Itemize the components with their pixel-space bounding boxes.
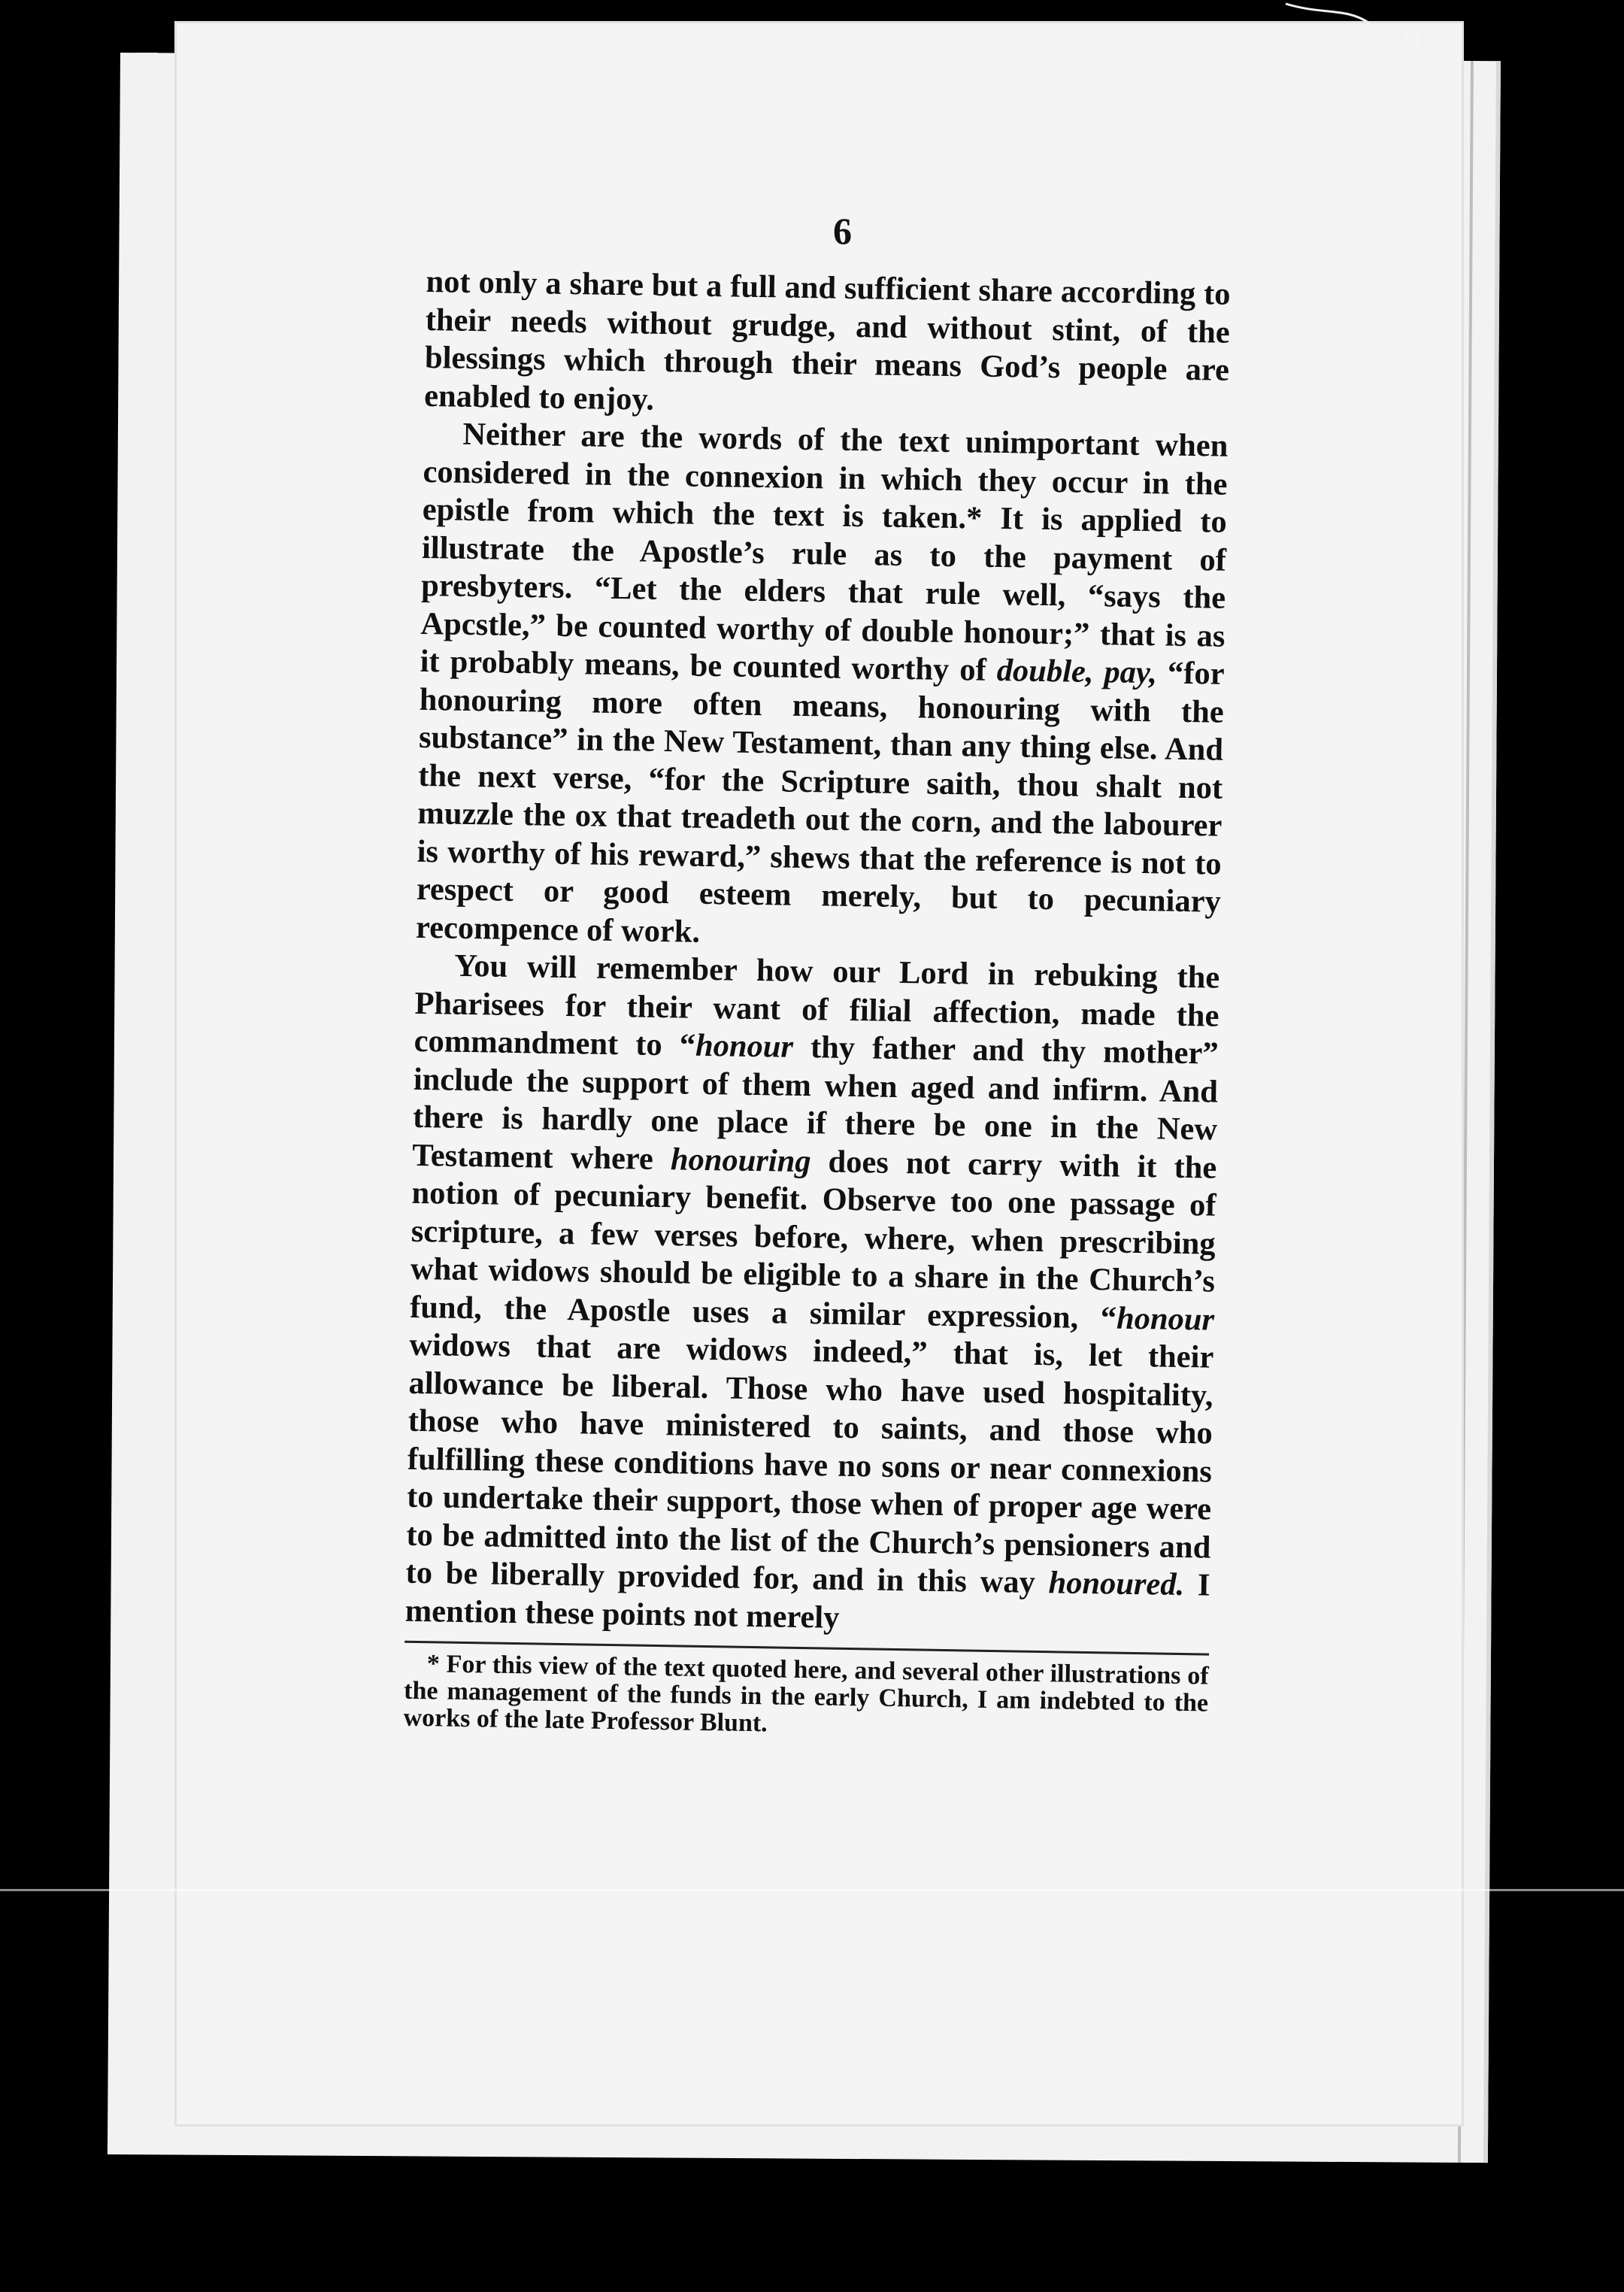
paragraph-2-text-1: Neither are the words of the text unimportant when considered in the connexion in which they occur in the epistle from which the text is taken.* It is applied to illustrate the Apostle’s rule as to the payment of presbyters. “Let the elders that rule well, “says the Apcstle,” be counted worthy of double honour;” that is as it probably means, be counted worthy of (420, 416, 1229, 688)
body-text (404, 263, 1230, 1643)
scan-line (0, 1889, 1624, 1891)
paragraph-3-text-4: widows that are widows indeed,” that is, let their allowance be liberal. Those who have used hospitality, those who have ministered to saints, and those who fulfilling these conditions have no sons or near connexions to undertake their support, those when of proper age were to be admitted into the list of the Church’s pensioners and to be liberally provided for, and in this way (405, 1326, 1214, 1601)
footnote-text: * For this view of the text quoted here, and several other illustrations of the management of the funds in the early Church, I am indebted to the works of the late Professor Blunt. (403, 1650, 1209, 1738)
paragraph-3-text-5: I mention these points not merely (404, 1567, 1210, 1636)
paragraph-3-text-1: You will remember how our Lord in rebuking the Pharisees for their want of filial affection, made the commandment to “ (414, 947, 1220, 1063)
paragraph-3-italic-2: honouring (670, 1141, 811, 1179)
paragraph-2-text-2: “for honouring more often means, honouring with the substance” in the New Testament, than any thing else. And the next verse, “for the Scripture saith, thou shalt not muzzle the ox that treadeth out the corn, and the labourer is worthy of his reward,” shews that the reference is not to respect or good esteem merely, but to pecuniary recompence of work. (415, 655, 1225, 950)
paragraph-3-text-2: thy father and thy mother” include the support of them when aged and infirm. And there is hardly one place if there be one in the New Testament where (412, 1029, 1219, 1177)
paragraph-3-italic-1: honour (695, 1027, 794, 1065)
paragraph-3-text-3: does not carry with it the notion of pecuniary benefit. Observe too one passage of scripture, a few verses before, where, when prescribing what widows should be eligible to a share in the Church’s fund, the Apostle uses a similar expression, “ (409, 1143, 1217, 1336)
text-block (403, 263, 1231, 1745)
paragraph-2 (416, 415, 1229, 960)
paragraph-1: not only a share but a full and sufficient share according to their needs without grudge, and without stint, of the blessings which through their means God’s people are enabled to enjoy. (423, 263, 1231, 417)
paragraph-3-italic-4: honoured. (1048, 1565, 1185, 1603)
page-number: 6 (833, 210, 852, 252)
paragraph-2-italic-1: double, pay, (996, 652, 1158, 691)
paragraph-3 (404, 947, 1220, 1643)
thread-fibre-graphic (1278, 0, 1466, 128)
footnote (403, 1651, 1209, 1745)
paragraph-3-italic-3: honour (1116, 1300, 1215, 1338)
